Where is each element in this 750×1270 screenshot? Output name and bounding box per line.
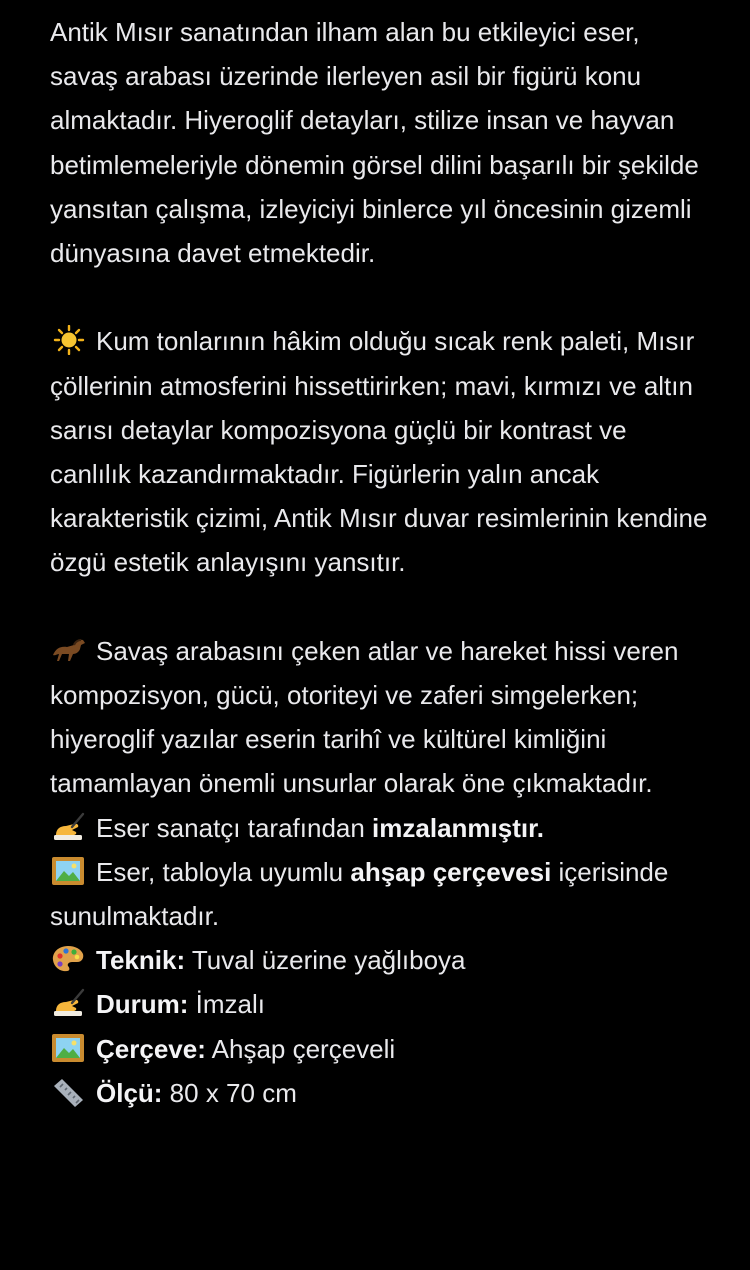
framed-bold: ahşap çerçevesi [350, 856, 552, 887]
palette-paragraph-text: Kum tonlarının hâkim olduğu sıcak renk paleti, Mısır çöllerinin atmosferini hissettirirken; mavi, kırmızı ve altın sarısı detaylar kompozisyona güçlü bir kontrast ve canlılık kazandırmaktadır. Figürlerin yalın ancak karakteristik çizimi, Antik Mısır duvar resimlerinin kendine özgü estetik anlayışını yansıtır. [50, 326, 708, 578]
framed-picture-icon [50, 1032, 86, 1064]
spec-frame [50, 1027, 710, 1071]
signed-bold: imzalanmıştır. [372, 812, 545, 843]
spec-frame-label: Çerçeve: [96, 1033, 206, 1064]
sun-icon [50, 325, 88, 355]
signed-prefix: Eser sanatçı tarafından [96, 812, 373, 843]
spec-condition [50, 982, 710, 1026]
horse-icon [50, 635, 88, 665]
spec-size [50, 1071, 710, 1115]
spacer [50, 585, 710, 629]
ruler-icon [50, 1076, 86, 1108]
spec-size-value: 80 x 70 cm [162, 1077, 297, 1108]
framed-suffix: içerisinde sunulmaktadır. [50, 856, 669, 932]
spacer [50, 275, 710, 319]
spec-technique-label: Teknik: [96, 945, 186, 976]
spec-size-label: Ölçü: [96, 1077, 163, 1108]
spec-technique-value: Tuval üzerine yağlıboya [185, 945, 466, 976]
intro-paragraph: Antik Mısır sanatından ilham alan bu etkileyici eser, savaş arabası üzerinde ilerleyen asil bir figürü konu almaktadır. Hiyeroglif detayları, stilize insan ve hayvan betimlemeleriyle dönemin görsel dilini başarılı bir şekilde yansıtan çalışma, izleyiciyi binlerce yıl öncesinin gizemli dünyasına davet etmektedir. [50, 17, 699, 269]
spec-technique [50, 938, 710, 982]
framed-line [50, 850, 710, 938]
framed-picture-icon [50, 855, 86, 887]
horse-paragraph-text: Savaş arabasını çeken atlar ve hareket hissi veren kompozisyon, gücü, otoriteyi ve zaferi simgelerken; hiyeroglif yazılar eserin tarihî ve kültürel kimliğini tamamlayan önemli unsurlar olarak öne çıkmaktadır. [50, 635, 679, 799]
horse-paragraph [50, 629, 710, 806]
palette-paragraph [50, 319, 710, 584]
writing-hand-icon [50, 811, 86, 843]
message-body [50, 10, 710, 1115]
signed-line [50, 806, 710, 850]
spec-frame-value: Ahşap çerçeveli [205, 1033, 396, 1064]
framed-prefix: Eser, tabloyla uyumlu [96, 856, 351, 887]
writing-hand-icon [50, 987, 86, 1019]
spec-condition-value: İmzalı [188, 989, 266, 1020]
spec-condition-label: Durum: [96, 989, 189, 1020]
palette-icon [50, 943, 86, 975]
